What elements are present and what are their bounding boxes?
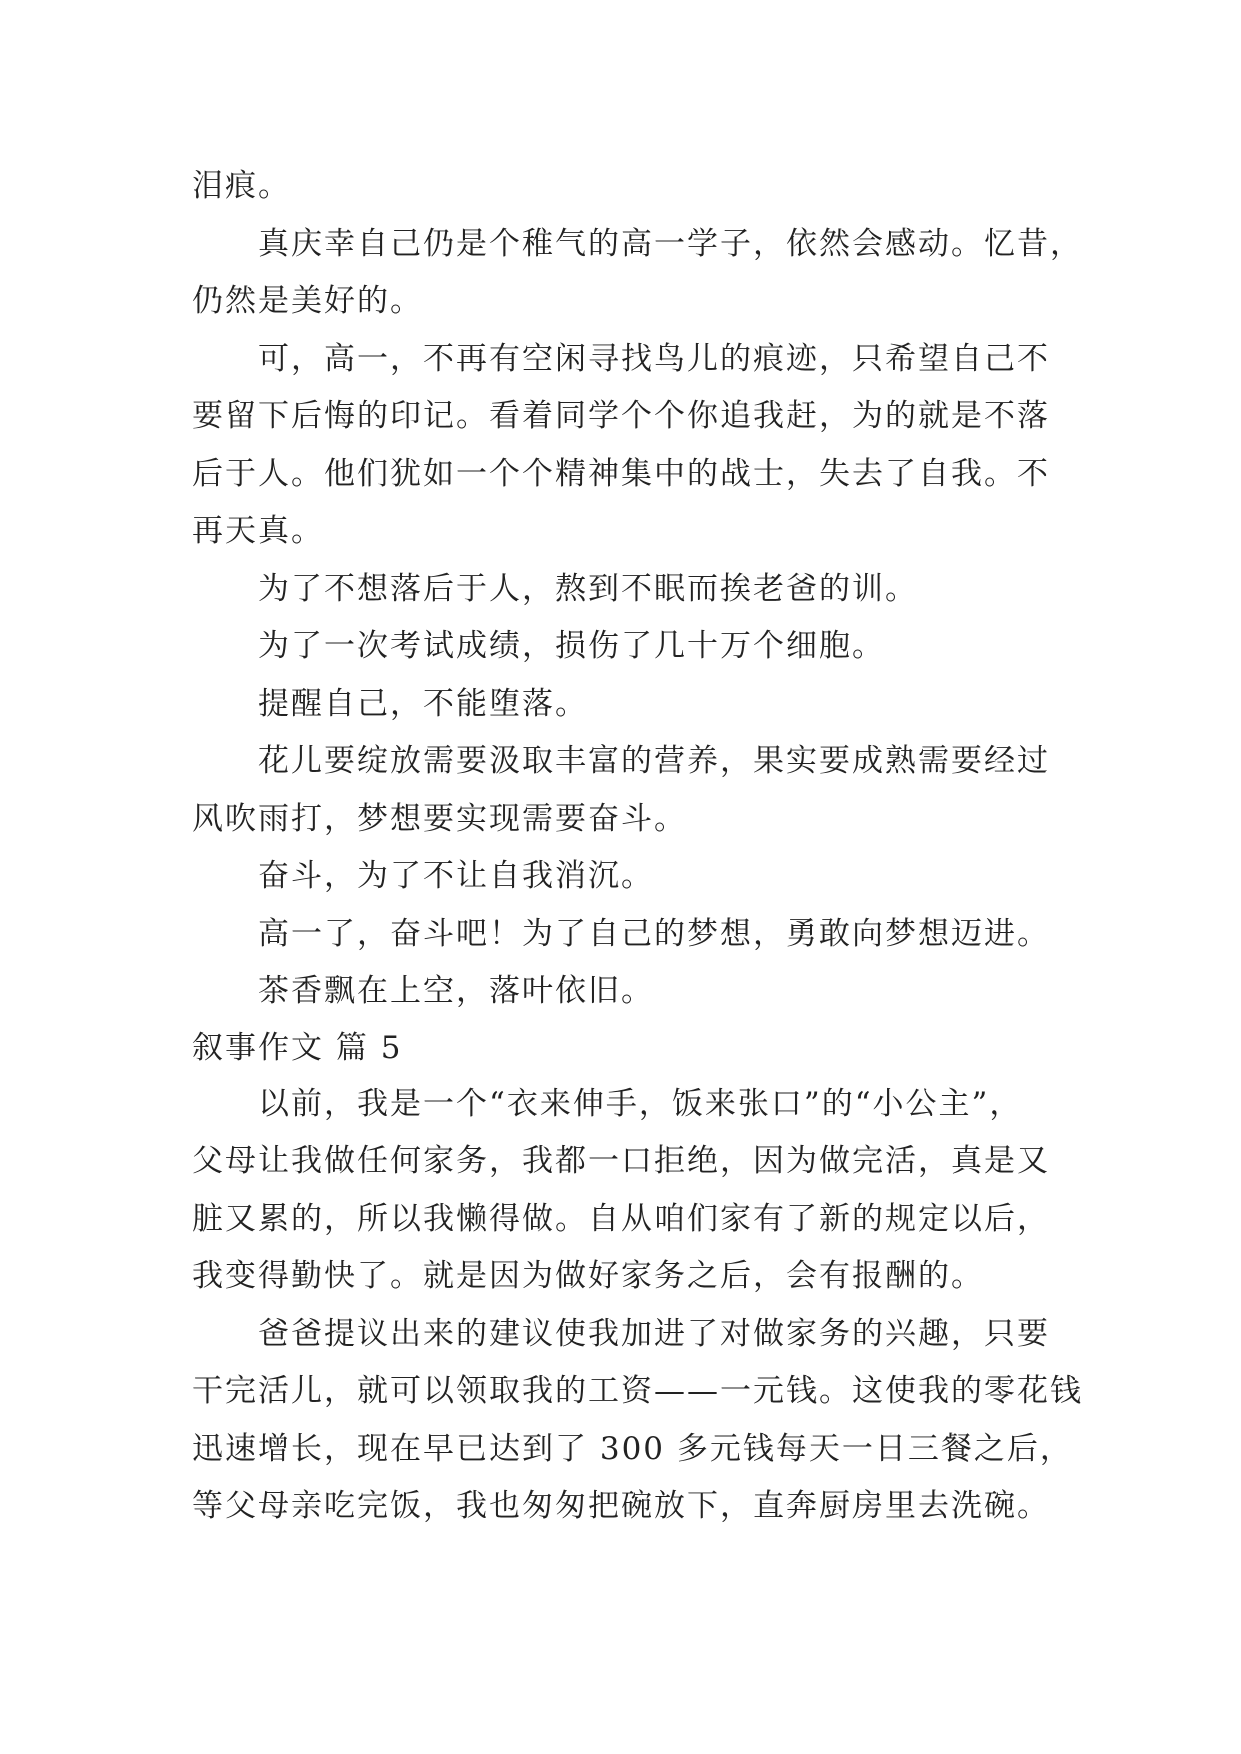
paragraph-line: 干完活儿，就可以领取我的工资——一元钱。这使我的零花钱 xyxy=(192,1373,1083,1409)
paragraph-line: 我变得勤快了。就是因为做好家务之后，会有报酬的。 xyxy=(192,1258,984,1294)
paragraph xyxy=(192,906,1072,964)
paragraph-line: 等父母亲吃完饭，我也匆匆把碗放下，直奔厨房里去洗碗。 xyxy=(192,1488,1050,1524)
paragraph xyxy=(192,1076,1072,1306)
paragraph xyxy=(192,676,1072,734)
paragraph-line: 为了一次考试成绩，损伤了几十万个细胞。 xyxy=(258,628,885,664)
paragraph xyxy=(192,158,1072,216)
paragraph-line: 要留下后悔的印记。看着同学个个你追我赶，为的就是不落 xyxy=(192,398,1050,434)
paragraph-line: 高一了，奋斗吧！为了自己的梦想，勇敢向梦想迈进。 xyxy=(258,915,1050,952)
paragraph-line: 为了不想落后于人，熬到不眠而挨老爸的训。 xyxy=(258,570,918,607)
paragraph xyxy=(192,1306,1083,1536)
paragraph-line: 迅速增长，现在早已达到了 300 多元钱每天一日三餐之后， xyxy=(192,1430,1073,1467)
paragraph-line: 泪痕。 xyxy=(192,168,291,204)
paragraph xyxy=(192,733,1072,848)
paragraph-line: 爸爸提议出来的建议使我加进了对做家务的兴趣，只要 xyxy=(258,1315,1050,1352)
paragraph-line: 以前，我是一个“衣来伸手，饭来张口”的“小公主”， xyxy=(258,1085,1023,1122)
paragraph-line: 花儿要绽放需要汲取丰富的营养，果实要成熟需要经过 xyxy=(258,743,1050,779)
paragraph-line: 提醒自己，不能堕落。 xyxy=(258,685,588,722)
paragraph-line: 真庆幸自己仍是个稚气的高一学子，依然会感动。忆昔， xyxy=(258,225,1083,262)
paragraph xyxy=(192,963,1072,1021)
paragraph xyxy=(192,561,1072,619)
paragraph-line: 可，高一，不再有空闲寻找鸟儿的痕迹，只希望自己不 xyxy=(258,340,1050,377)
document-body xyxy=(192,158,1083,1536)
paragraph xyxy=(192,848,1072,906)
paragraph-line: 再天真。 xyxy=(192,513,324,549)
paragraph xyxy=(192,618,1072,676)
section-heading xyxy=(192,1021,1072,1076)
paragraph-line: 父母让我做任何家务，我都一口拒绝，因为做完活，真是又 xyxy=(192,1143,1050,1179)
paragraph xyxy=(192,216,1083,331)
paragraph-line: 仍然是美好的。 xyxy=(192,283,423,319)
paragraph-line: 脏又累的，所以我懒得做。自从咱们家有了新的规定以后， xyxy=(192,1200,1050,1237)
paragraph-line: 后于人。他们犹如一个个精神集中的战士，失去了自我。不 xyxy=(192,455,1050,492)
paragraph xyxy=(192,331,1072,561)
paragraph-line: 茶香飘在上空，落叶依旧。 xyxy=(258,973,654,1009)
heading-text: 叙事作文 篇 5 xyxy=(192,1029,403,1066)
paragraph-line: 奋斗，为了不让自我消沉。 xyxy=(258,858,654,894)
paragraph-line: 风吹雨打，梦想要实现需要奋斗。 xyxy=(192,800,687,837)
